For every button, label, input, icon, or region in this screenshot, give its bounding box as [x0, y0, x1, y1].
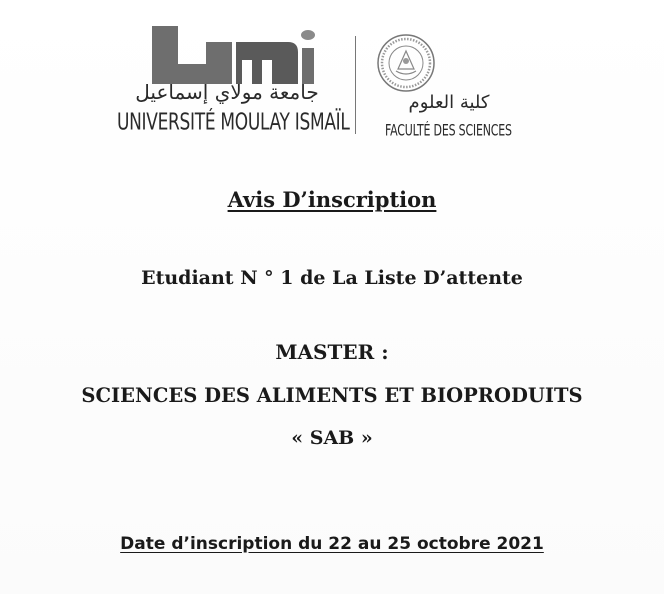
umi-logo: [148, 26, 316, 84]
master-heading: MASTER :: [275, 340, 389, 364]
faculty-seal: [376, 33, 436, 93]
program-name: SCIENCES DES ALIMENTS ET BIOPRODUITS: [81, 384, 583, 407]
university-french-name: UNIVERSITÉ MOULAY ISMAÏL: [117, 109, 350, 136]
notice-subtitle: Etudiant N ° 1 de La Liste D’attente: [141, 267, 523, 289]
university-arabic-name: جامعة مولاي إسماعيل: [135, 80, 319, 104]
program-abbreviation: « SAB »: [291, 427, 373, 449]
notice-title: Avis D’inscription: [227, 187, 437, 212]
header-divider: [355, 36, 356, 134]
faculty-arabic-name: كلية العلوم: [408, 92, 490, 113]
faculty-french-name: FACULTÉ DES SCIENCES: [385, 121, 512, 140]
letterhead: [0, 0, 664, 150]
registration-date: Date d’inscription du 22 au 25 octobre 2021: [120, 534, 544, 554]
